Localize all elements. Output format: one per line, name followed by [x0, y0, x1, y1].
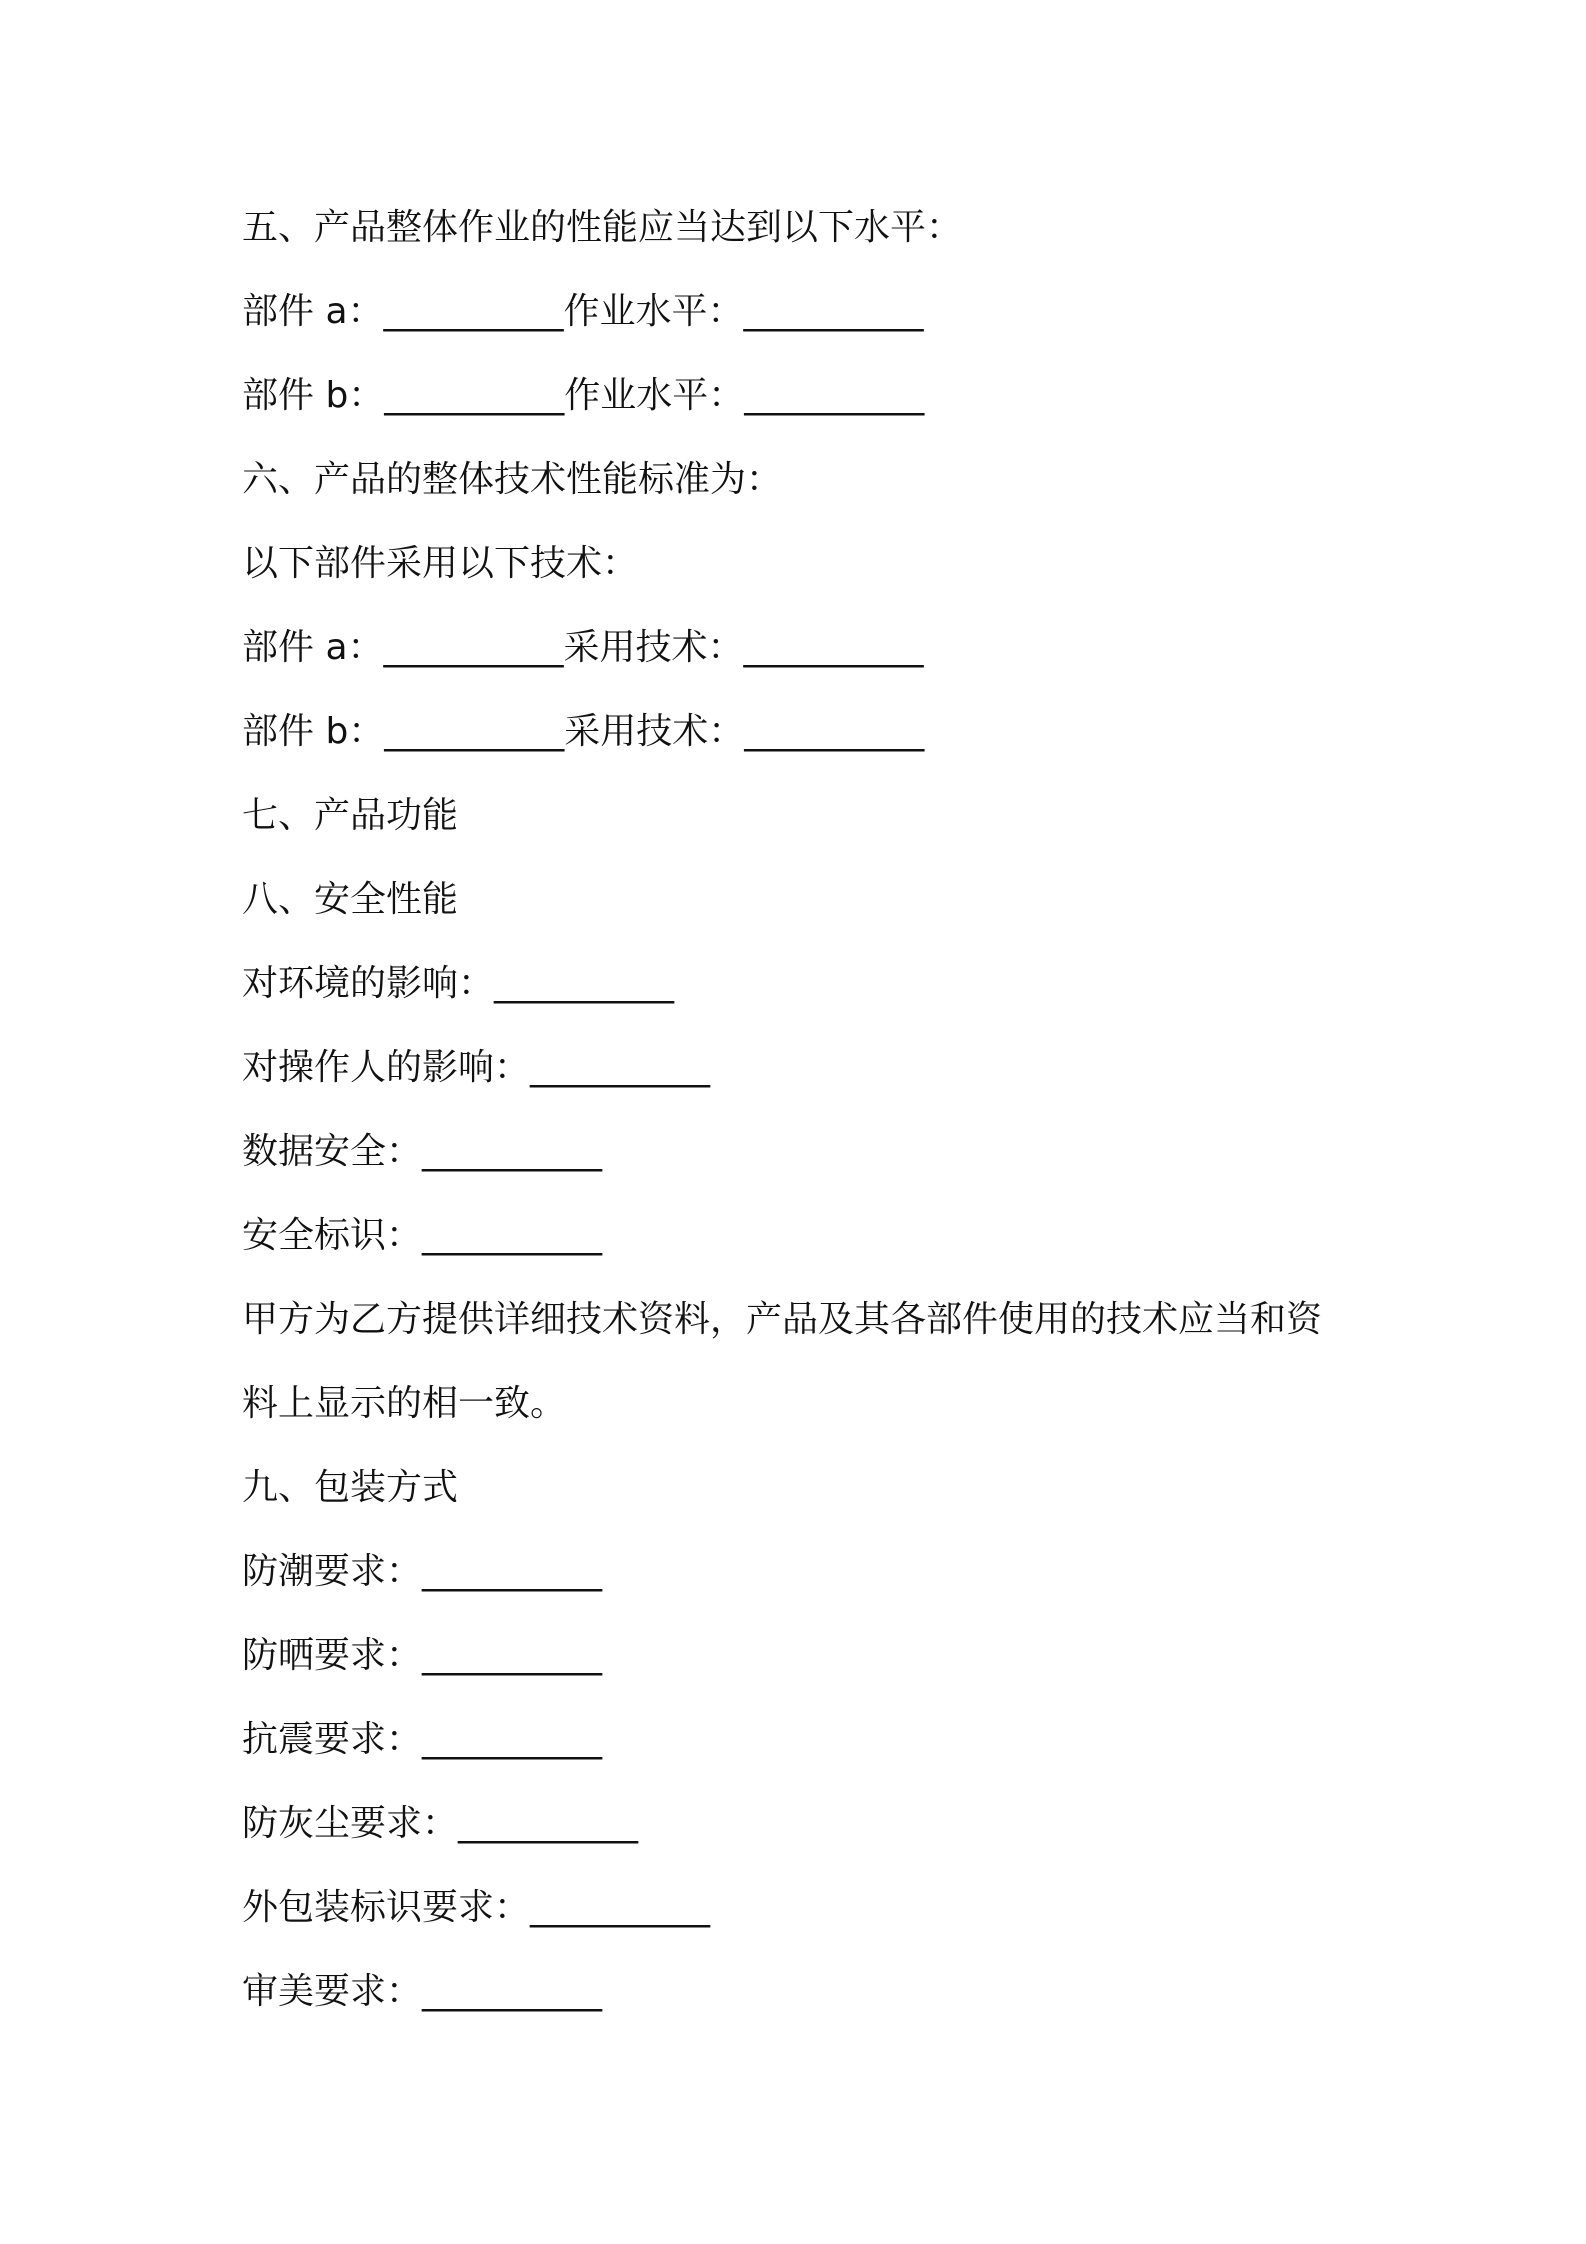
section-8-heading: 八、安全性能	[242, 879, 459, 920]
part-a-performance-line: 部件 a：__________作业水平：__________	[242, 291, 924, 332]
shock-resistance-requirement-line: 抗震要求：__________	[242, 1719, 603, 1760]
section-7-heading: 七、产品功能	[242, 795, 459, 836]
operator-impact-line: 对操作人的影响：__________	[242, 1047, 711, 1088]
sun-protection-requirement-line: 防晒要求：__________	[242, 1635, 603, 1676]
part-b-performance-line: 部件 b：__________作业水平：__________	[242, 375, 925, 416]
safety-label-line: 安全标识：__________	[242, 1215, 603, 1256]
aesthetic-requirement-line: 审美要求：__________	[242, 1971, 603, 2012]
dust-protection-requirement-line: 防灰尘要求：__________	[242, 1803, 639, 1844]
environment-impact-line: 对环境的影响：__________	[242, 963, 675, 1004]
section-6-heading: 六、产品的整体技术性能标准为：	[242, 459, 783, 500]
technical-docs-line-1: 甲方为乙方提供详细技术资料，产品及其各部件使用的技术应当和资	[242, 1299, 1323, 1340]
outer-packaging-label-requirement-line: 外包装标识要求：__________	[242, 1887, 711, 1928]
data-security-line: 数据安全：__________	[242, 1131, 603, 1172]
technical-docs-line-2: 料上显示的相一致。	[242, 1383, 567, 1424]
moisture-requirement-line: 防潮要求：__________	[242, 1551, 603, 1592]
technology-intro-line: 以下部件采用以下技术：	[242, 543, 639, 584]
part-b-technology-line: 部件 b：__________采用技术：__________	[242, 711, 925, 752]
part-a-technology-line: 部件 a：__________采用技术：__________	[242, 627, 924, 668]
section-5-heading: 五、产品整体作业的性能应当达到以下水平：	[242, 207, 963, 248]
section-9-heading: 九、包装方式	[242, 1467, 459, 1508]
